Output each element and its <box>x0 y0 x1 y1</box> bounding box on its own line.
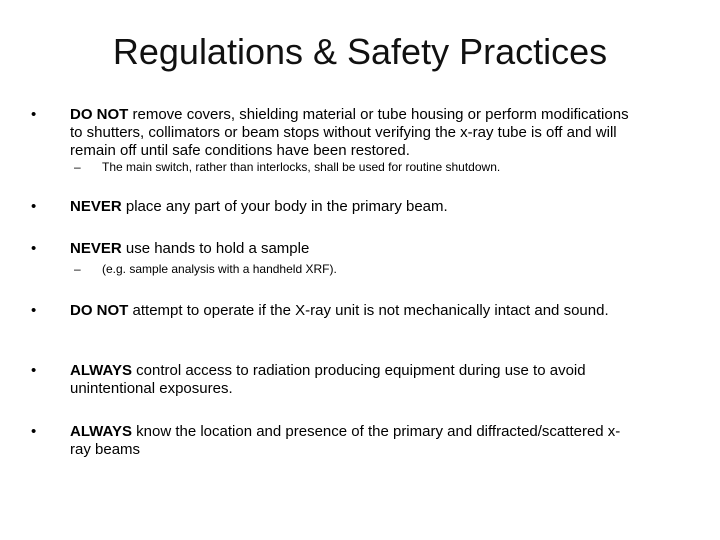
bullet-marker: • <box>31 106 37 123</box>
sub-marker: – <box>74 160 81 174</box>
bullet-text <box>70 240 640 258</box>
bullet-emphasis: ALWAYS <box>70 423 132 440</box>
bullet-marker: • <box>31 198 37 215</box>
sub-text: The main switch, rather than interlocks, shall be used for routine shutdown. <box>102 160 501 174</box>
bullet-text <box>70 302 640 320</box>
slide-title: Regulations & Safety Practices <box>112 31 608 72</box>
bullet-body: place any part of your body in the primary beam. <box>121 198 448 215</box>
bullet-body: know the location and presence of the primary and diffracted/scattered x-ray beams <box>70 423 621 458</box>
bullet-text <box>70 198 640 216</box>
bullet-body: control access to radiation producing equipment during use to avoid unintentional exposures. <box>70 362 586 397</box>
bullet-text <box>70 362 640 398</box>
bullet-emphasis: NEVER <box>70 240 122 257</box>
bullet-text <box>70 423 640 459</box>
bullet-emphasis: DO NOT <box>70 106 129 123</box>
bullet-emphasis: ALWAYS <box>70 362 132 379</box>
bullet-body: attempt to operate if the X-ray unit is not mechanically intact and sound. <box>128 302 609 319</box>
bullet-emphasis: NEVER <box>70 198 122 215</box>
bullet-text <box>70 106 640 160</box>
bullet-emphasis: DO NOT <box>70 302 129 319</box>
bullet-body: use hands to hold a sample <box>121 240 310 257</box>
sub-text: (e.g. sample analysis with a handheld XRF). <box>102 262 337 276</box>
bullet-marker: • <box>31 423 37 440</box>
sub-marker: – <box>74 262 81 276</box>
bullet-body: remove covers, shielding material or tube housing or perform modifications to shutters, collimators or beam stops without verifying the x-ray tube is off and will remain off until safe conditions have been restored. <box>70 106 629 159</box>
bullet-marker: • <box>31 302 37 319</box>
bullet-marker: • <box>31 362 37 379</box>
bullet-marker: • <box>31 240 37 257</box>
